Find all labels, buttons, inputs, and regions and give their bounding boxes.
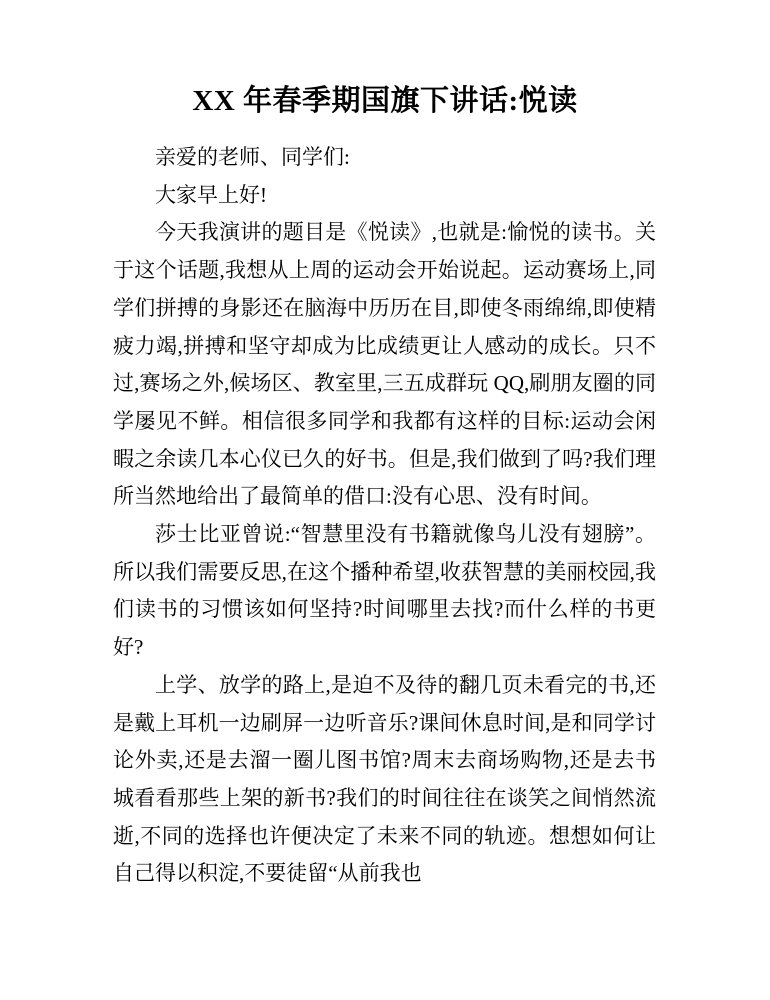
paragraph-body-intro: 今天我演讲的题目是《悦读》,也就是:愉悦的读书。关于这个话题,我想从上周的运动会开始说起。运动赛场上,同学们拼搏的身影还在脑海中历历在目,即使冬雨绵绵,即使精疲力竭,拼搏和坚守却成为比成绩更让人感动的成长。只不过,赛场之外,候场区、教室里,三五成群玩 QQ,刷朋友圈的同学屡见不鲜。相信很多同学和我都有这样的目标:运动会闲暇之余读几本心仪已久的好书。但是,我们做到了吗?我们理所当然地给出了最简单的借口:没有心思、没有时间。 — [113, 220, 656, 509]
paragraph-body-choices: 上学、放学的路上,是迫不及待的翻几页未看完的书,还是戴上耳机一边刷屏一边听音乐?课间休息时间,是和同学讨论外卖,还是去溜一圈儿图书馆?周末去商场购物,还是去书城看看那些上架的新书?我们的时间往往在谈笑之间悄然流逝,不同的选择也许便决定了未来不同的轨迹。想想如何让自己得以积淀,不要徒留“从前我也 — [113, 672, 656, 886]
paragraph-body-quote: 莎士比亚曾说:“智慧里没有书籍就像鸟儿没有翅膀”。所以我们需要反思,在这个播种希望,收获智慧的美丽校园,我们读书的习惯该如何坚持?时间哪里去找?而什么样的书更好? — [113, 522, 656, 660]
paragraph-salutation: 大家早上好! — [155, 182, 267, 207]
paragraph-greeting: 亲爱的老师、同学们: — [155, 145, 350, 169]
document-title: XX 年春季期国旗下讲话:悦读 — [192, 85, 578, 117]
document-body — [113, 139, 656, 893]
